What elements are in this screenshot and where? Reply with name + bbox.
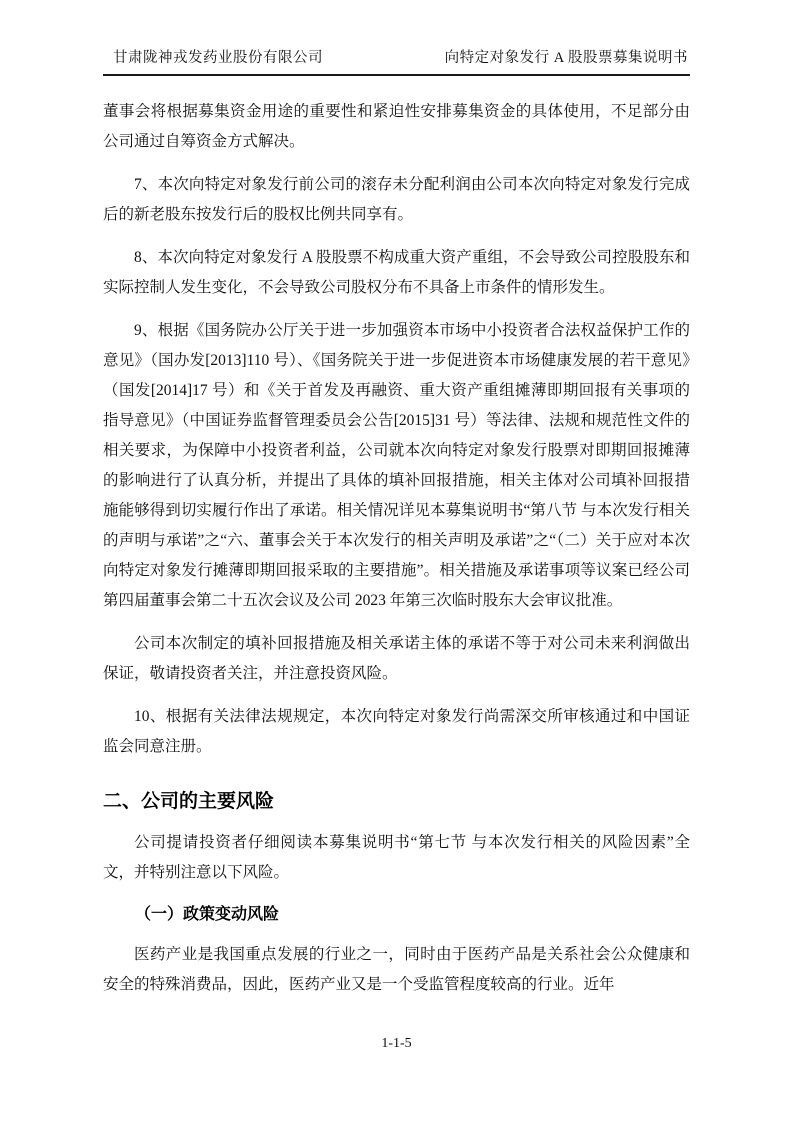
page-number: 1-1-5 (381, 1036, 412, 1051)
header-company-name: 甘肃陇神戎发药业股份有限公司 (113, 50, 323, 66)
page-header (103, 46, 690, 76)
page-footer (0, 1036, 793, 1052)
header-document-title: 向特定对象发行 A 股股票募集说明书 (444, 50, 688, 66)
paragraph-risk-intro: 公司提请投资者仔细阅读本募集说明书“第七节 与本次发行相关的风险因素”全文，并特别注意以下风险。 (103, 834, 690, 881)
paragraph-item-8: 8、本次向特定对象发行 A 股股票不构成重大资产重组，不会导致公司控股股东和实际控制人发生变化，不会导致公司股权分布不具备上市条件的情形发生。 (103, 249, 690, 296)
paragraph-fund-usage: 董事会将根据募集资金用途的重要性和紧迫性安排募集资金的具体使用，不足部分由公司通过自筹资金方式解决。 (103, 103, 690, 150)
paragraph-policy-risk: 医药产业是我国重点发展的行业之一，同时由于医药产品是关系社会公众健康和安全的特殊消费品，因此，医药产业又是一个受监管程度较高的行业。近年 (103, 946, 690, 993)
paragraph-commitment-note: 公司本次制定的填补回报措施及相关承诺主体的承诺不等于对公司未来利润做出保证，敬请投资者关注，并注意投资风险。 (103, 635, 690, 682)
subheading-policy-change-risk: （一）政策变动风险 (135, 906, 280, 923)
paragraph-item-7: 7、本次向特定对象发行前公司的滚存未分配利润由公司本次向特定对象发行完成后的新老股东按发行后的股权比例共同享有。 (103, 176, 690, 223)
paragraph-item-10: 10、根据有关法律法规规定，本次向特定对象发行尚需深交所审核通过和中国证监会同意注册。 (103, 708, 690, 755)
document-body (103, 97, 690, 1000)
section-heading-main-risks: 二、公司的主要风险 (103, 791, 275, 812)
paragraph-item-9: 9、根据《国务院办公厅关于进一步加强资本市场中小投资者合法权益保护工作的意见》（国办发[2013]110 号）、《国务院关于进一步促进资本市场健康发展的若干意见》（国发[2014]17 号）和《关于首发及再融资、重大资产重组摊薄即期回报有关事项的指导意见》（中国证券监督管理委员会公告[2015]31 号）等法律、法规和规范性文件的相关要求，为保障中小投资者利益，公司就本次向特定对象发行股票对即期回报摊薄的影响进行了认真分析，并提出了具体的填补回报措施，相关主体对公司填补回报措施能够得到切实履行作出了承诺。相关情况详见本募集说明书“第八节 与本次发行相关的声明与承诺”之“六、董事会关于本次发行的相关声明及承诺”之“（二）关于应对本次向特定对象发行摊薄即期回报采取的主要措施”。相关措施及承诺事项等议案已经公司第四届董事会第二十五次会议及公司 2023 年第三次临时股东大会审议批准。 (103, 322, 690, 609)
